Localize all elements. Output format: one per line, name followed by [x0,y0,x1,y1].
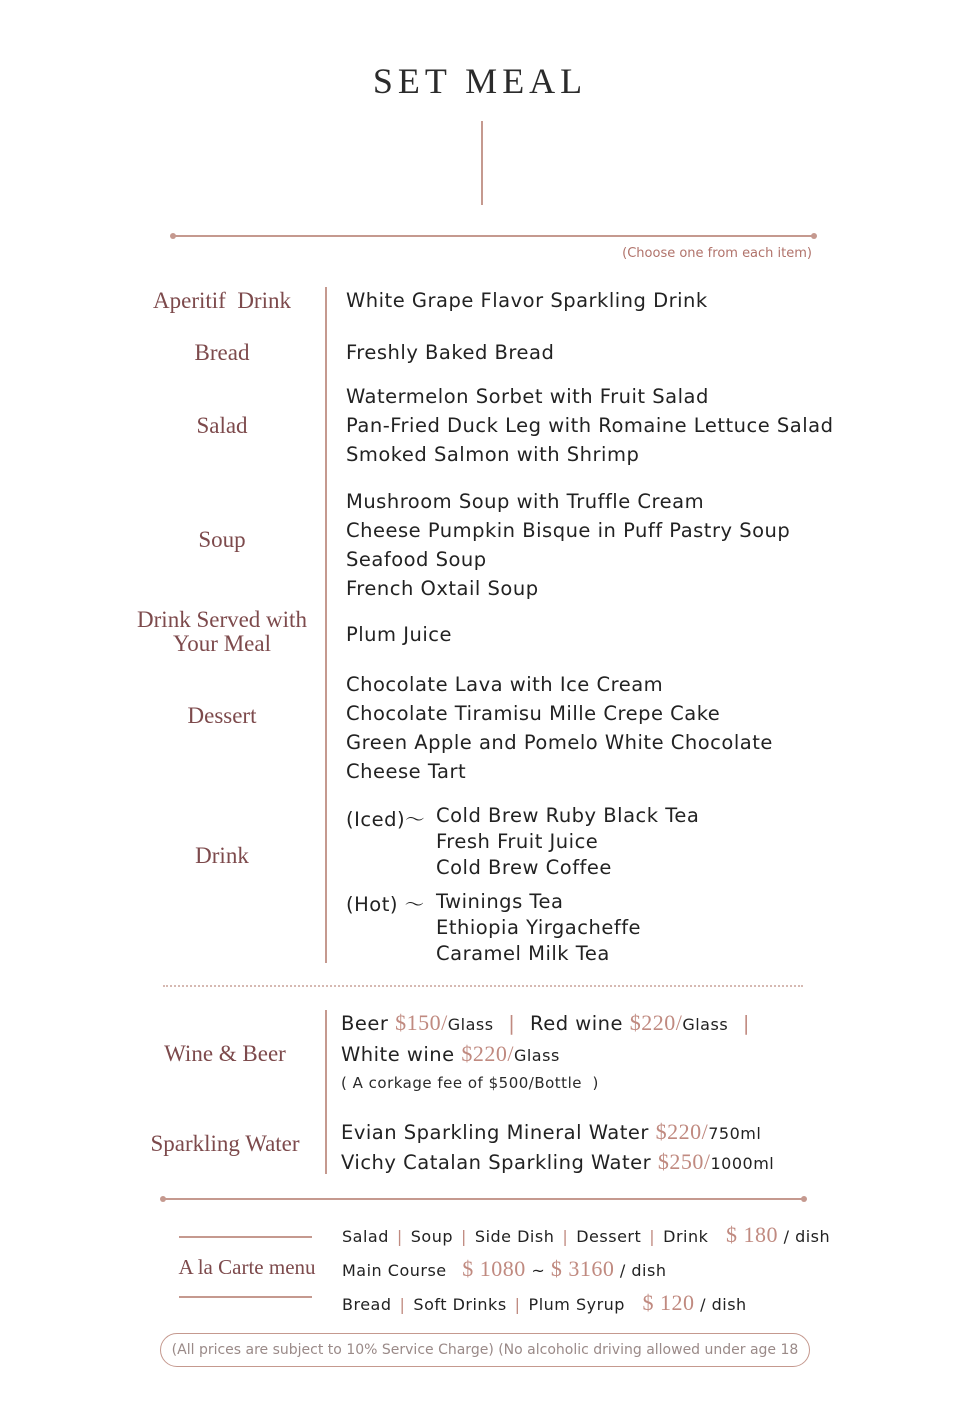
carte-price-low: $ 1080 [462,1256,526,1281]
menu-item: Watermelon Sorbet with Fruit Salad [346,385,709,408]
menu-item: Pan-Fried Duck Leg with Romaine Lettuce Salad [346,414,834,437]
corkage-note: ( A corkage fee of $500/Bottle ) [341,1074,599,1092]
category-aperitif: Aperitif Drink [153,288,291,313]
menu-item: Cold Brew Ruby Black Tea [436,804,700,827]
menu-item: Cheese Pumpkin Bisque in Puff Pastry Soup [346,519,791,542]
menu-item: Cheese Tart [346,760,467,783]
carte-unit: / dish [700,1295,747,1314]
vichy-label: Vichy Catalan Sparkling Water [341,1151,652,1174]
category-drink: Drink [195,843,249,868]
sparkling-row-2 [341,1149,774,1175]
sparkling-row-1 [341,1119,761,1145]
top-rule [173,235,815,237]
menu-item: Caramel Milk Tea [436,942,610,965]
rule-dot-right [801,1196,807,1202]
beverage-divider [325,1010,327,1174]
menu-item: Freshly Baked Bread [346,341,555,364]
carte-unit: / dish [783,1227,831,1246]
carte-item: Main Course [342,1261,447,1280]
red-wine-label: Red wine [530,1012,623,1035]
menu-item: French Oxtail Soup [346,577,539,600]
category-sparkling-water: Sparkling Water [150,1131,300,1156]
separator: | [514,1295,521,1314]
carte-item: Soup [410,1227,454,1246]
category-dessert: Dessert [187,703,257,728]
carte-item: Soft Drinks [413,1295,507,1314]
carte-row-3 [342,1290,747,1316]
menu-item: Smoked Salmon with Shrimp [346,443,640,466]
menu-item: Plum Juice [346,623,452,646]
carte-item: Side Dish [474,1227,555,1246]
hot-label: (Hot) ～ [346,893,425,916]
vichy-unit: 1000ml [710,1154,775,1173]
carte-price: $ 180 [726,1222,778,1247]
title-divider [481,121,483,205]
menu-item: Ethiopia Yirgacheffe [436,916,642,939]
carte-price: $ 120 [642,1290,695,1315]
choose-note: (Choose one from each item) [622,246,812,261]
category-salad: Salad [196,413,248,438]
carte-row-2 [342,1256,666,1282]
menu-item: Seafood Soup [346,548,487,571]
menu-item: Fresh Fruit Juice [436,830,599,853]
course-divider [325,287,327,963]
white-wine-unit: Glass [513,1046,560,1065]
bottom-rule [163,1198,805,1200]
carte-item: Salad [342,1227,389,1246]
red-wine-price: $220/ [629,1010,683,1035]
separator: | [399,1295,406,1314]
dotted-divider [163,985,803,987]
menu-item: White Grape Flavor Sparkling Drink [346,289,708,312]
separator: | [396,1227,403,1246]
category-meal-drink-line1: Drink Served with [137,607,307,632]
separator: | [649,1227,656,1246]
beer-unit: Glass [447,1015,494,1034]
category-soup: Soup [198,527,246,552]
carte-item: Bread [342,1295,392,1314]
carte-rule-top [179,1236,312,1238]
white-wine-price: $220/ [461,1041,514,1066]
category-meal-drink-line2: Your Meal [173,631,271,656]
menu-item: Twinings Tea [436,890,564,913]
menu-item: Cold Brew Coffee [436,856,612,879]
menu-item: Mushroom Soup with Truffle Cream [346,490,705,513]
wine-row-2 [341,1041,560,1067]
red-wine-unit: Glass [682,1015,729,1034]
menu-item: Green Apple and Pomelo White Chocolate [346,731,773,754]
carte-rule-bottom [179,1296,312,1298]
wine-row-1 [341,1010,758,1036]
separator: | [742,1012,750,1035]
page-title: SET MEAL [372,61,588,101]
category-wine-beer: Wine & Beer [164,1041,286,1066]
beer-label: Beer [341,1012,389,1035]
separator: | [461,1227,467,1246]
beer-price: $150/ [395,1010,448,1035]
carte-item: Plum Syrup [528,1295,625,1314]
carte-unit: / dish [619,1261,667,1280]
vichy-price: $250/ [657,1149,711,1174]
carte-tilde: ~ [531,1261,546,1280]
carte-item: Dessert [576,1227,642,1246]
carte-item: Drink [663,1227,709,1246]
menu-item: Chocolate Tiramisu Mille Crepe Cake [346,702,721,725]
service-charge-note: (All prices are subject to 10% Service Charge) (No alcoholic driving allowed under age 18 [160,1333,810,1367]
carte-row-1 [342,1222,830,1248]
separator: | [562,1227,569,1246]
carte-price-high: $ 3160 [550,1256,615,1281]
iced-label: (Iced)～ [346,808,426,831]
evian-price: $220/ [655,1119,709,1144]
menu-item: Chocolate Lava with Ice Cream [346,673,664,696]
white-wine-label: White wine [341,1043,455,1066]
separator: | [508,1012,516,1035]
evian-unit: 750ml [708,1124,762,1143]
category-bread: Bread [194,340,250,365]
evian-label: Evian Sparkling Mineral Water [341,1121,649,1144]
rule-dot-right [811,233,817,239]
category-a-la-carte: A la Carte menu [178,1255,316,1279]
